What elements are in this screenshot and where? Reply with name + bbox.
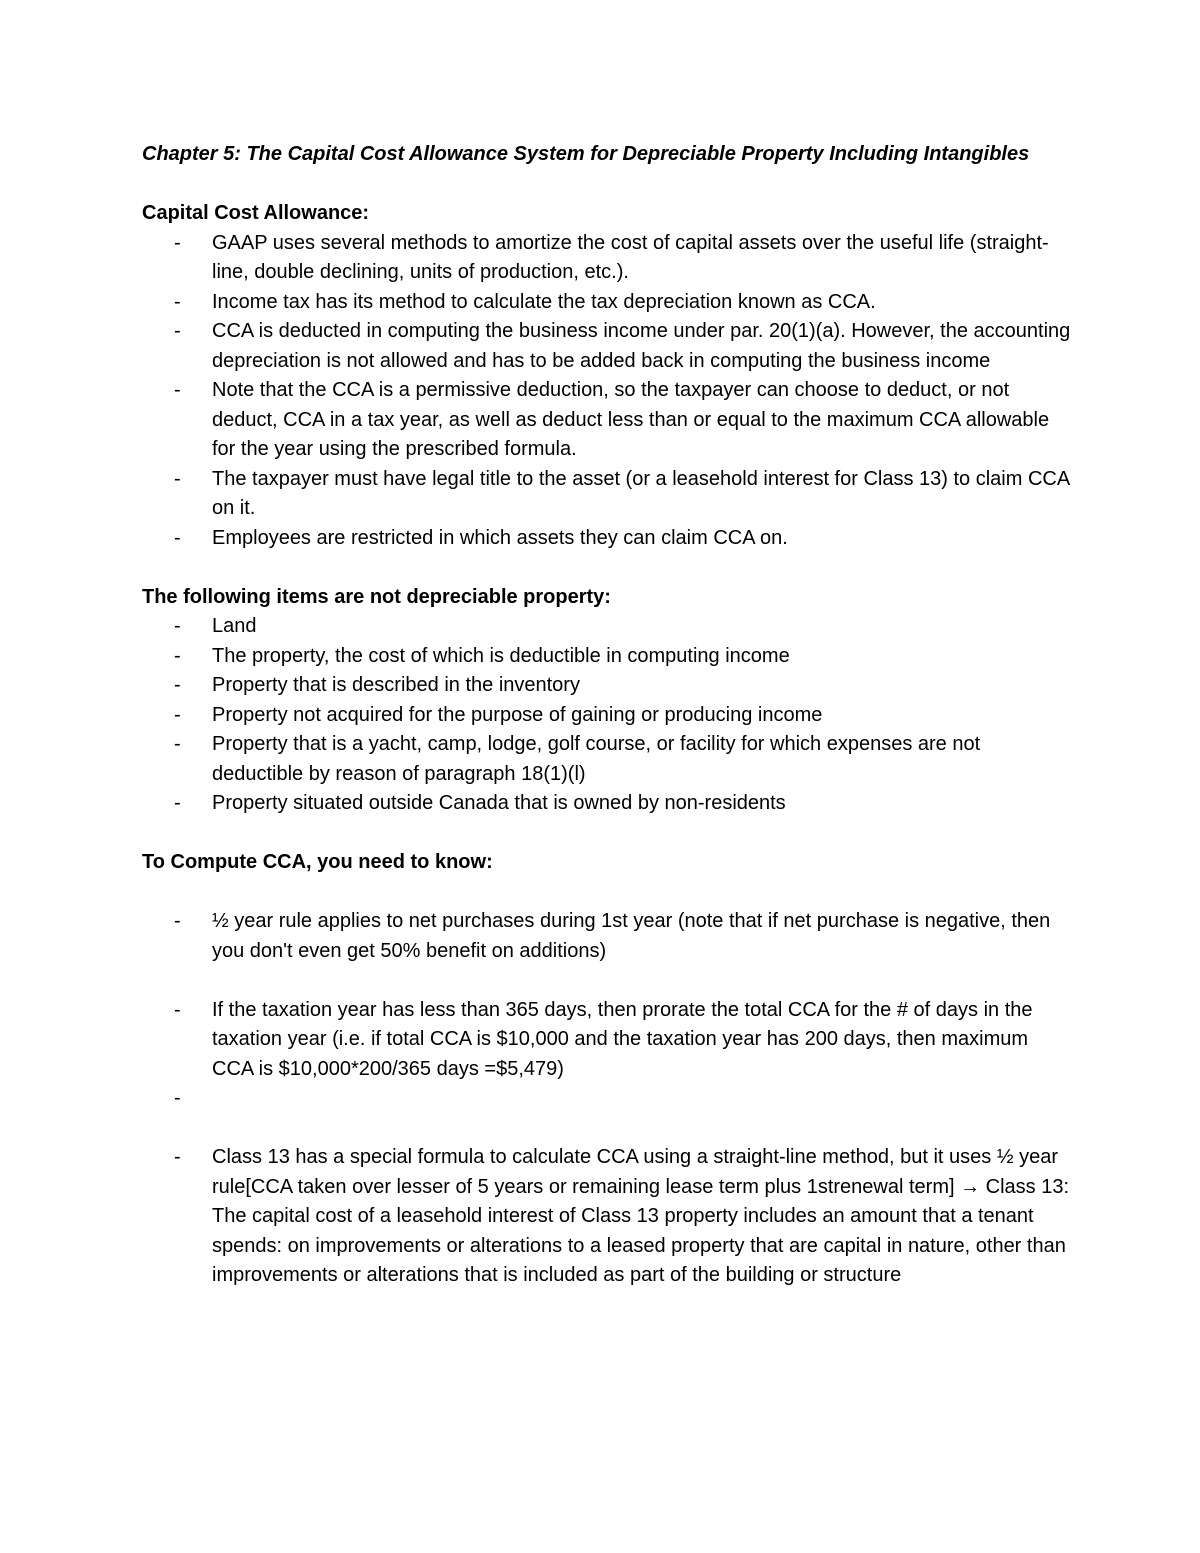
list-item-text: Property that is described in the inventory — [212, 674, 580, 696]
bullet-dash: - — [174, 703, 181, 726]
list-item-text: CCA is deducted in computing the business income under par. 20(1)(a). However, the accounting depreciation is not allowed and has to be added back in computing the business income — [212, 320, 1071, 372]
chapter-title: Chapter 5: The Capital Cost Allowance System for Depreciable Property Including Intangibles — [142, 143, 1030, 165]
list-item — [142, 907, 1072, 966]
spacer — [142, 170, 1072, 200]
spacer — [142, 553, 1072, 583]
bullet-dash: - — [174, 910, 181, 932]
bullet-dash: - — [174, 644, 181, 667]
list-item-text: GAAP uses several methods to amortize the cost of capital assets over the useful life (straight-line, double declining, units of production, etc.). — [212, 231, 1049, 283]
list-item-text: Property that is a yacht, camp, lodge, golf course, or facility for which expenses are not deductible by reason of paragraph 18(1)(l) — [212, 733, 981, 785]
bullet-dash: - — [174, 998, 181, 1021]
bullet-dash: - — [174, 733, 181, 755]
list-item-text: ½ year rule applies to net purchases during 1st year (note that if net purchase is negative, then you don't even get 50% benefit on additions) — [212, 910, 1051, 962]
bullet-dash: - — [174, 320, 181, 342]
list-item — [142, 996, 1072, 1085]
list-item — [142, 642, 1072, 672]
list-item-text: Employees are restricted in which assets they can claim CCA on. — [212, 526, 788, 549]
list-item-empty — [142, 1084, 1072, 1114]
spacer — [142, 819, 1072, 849]
list-item-text: Class 13 has a special formula to calculate CCA using a straight-line method, but it uses ½ year rule[CCA taken over lesser of 5 years or remaining lease term plus 1strenewal term] → Class 13: The capital cost of a leasehold interest of Class 13 property includes an amount that a tenant spends: on improvements or alterations to a leased property that are capital in nature, other than improvements or alterations that is included as part of the building or structure — [212, 1146, 1070, 1286]
list-item — [142, 701, 1072, 731]
list-item-text: Property situated outside Canada that is owned by non-residents — [212, 792, 786, 814]
list-item — [142, 376, 1072, 465]
bullet-dash: - — [174, 526, 181, 549]
list-item — [142, 465, 1072, 524]
list-item — [142, 288, 1072, 318]
bullet-dash: - — [174, 615, 181, 637]
list-item — [142, 1143, 1072, 1291]
list-item-text: If the taxation year has less than 365 days, then prorate the total CCA for the # of days in the taxation year (i.e. if total CCA is $10,000 and the taxation year has 200 days, then maximum CCA is $10,000*200/365 days =$5,479) — [212, 998, 1033, 1080]
list-item-text: The property, the cost of which is deductible in computing income — [212, 644, 790, 667]
bullet-dash: - — [174, 467, 181, 490]
list-item — [142, 524, 1072, 554]
list-item — [142, 730, 1072, 789]
list-item-text: The taxpayer must have legal title to the asset (or a leasehold interest for Class 13) to claim CCA on it. — [212, 467, 1070, 519]
list-item — [142, 612, 1072, 642]
bullet-dash: - — [174, 290, 181, 313]
bullet-dash: - — [174, 379, 181, 401]
list-item-text: Property not acquired for the purpose of gaining or producing income — [212, 703, 823, 726]
not-depreciable-list — [142, 612, 1072, 819]
list-item-text: Land — [212, 615, 257, 637]
bullet-dash: - — [174, 792, 181, 814]
compute-list — [142, 907, 1072, 1291]
list-item-text: Note that the CCA is a permissive deduction, so the taxpayer can choose to deduct, or not deduct, CCA in a tax year, as well as deduct less than or equal to the maximum CCA allowable for the year using the prescribed formula. — [212, 379, 1050, 460]
compute-heading: To Compute CCA, you need to know: — [142, 851, 493, 873]
spacer — [142, 1114, 1072, 1144]
cca-heading: Capital Cost Allowance: — [142, 202, 370, 224]
list-item-text: Income tax has its method to calculate the tax depreciation known as CCA. — [212, 290, 876, 313]
bullet-dash: - — [174, 1146, 181, 1168]
cca-list — [142, 229, 1072, 554]
bullet-dash: - — [174, 231, 181, 254]
list-item — [142, 317, 1072, 376]
not-depreciable-heading: The following items are not depreciable property: — [142, 585, 611, 608]
spacer — [142, 878, 1072, 908]
list-item — [142, 229, 1072, 288]
bullet-dash: - — [174, 674, 181, 696]
document-page — [142, 140, 1072, 1291]
bullet-dash: - — [174, 1087, 181, 1109]
list-item — [142, 671, 1072, 701]
list-item — [142, 789, 1072, 819]
spacer — [142, 966, 1072, 996]
